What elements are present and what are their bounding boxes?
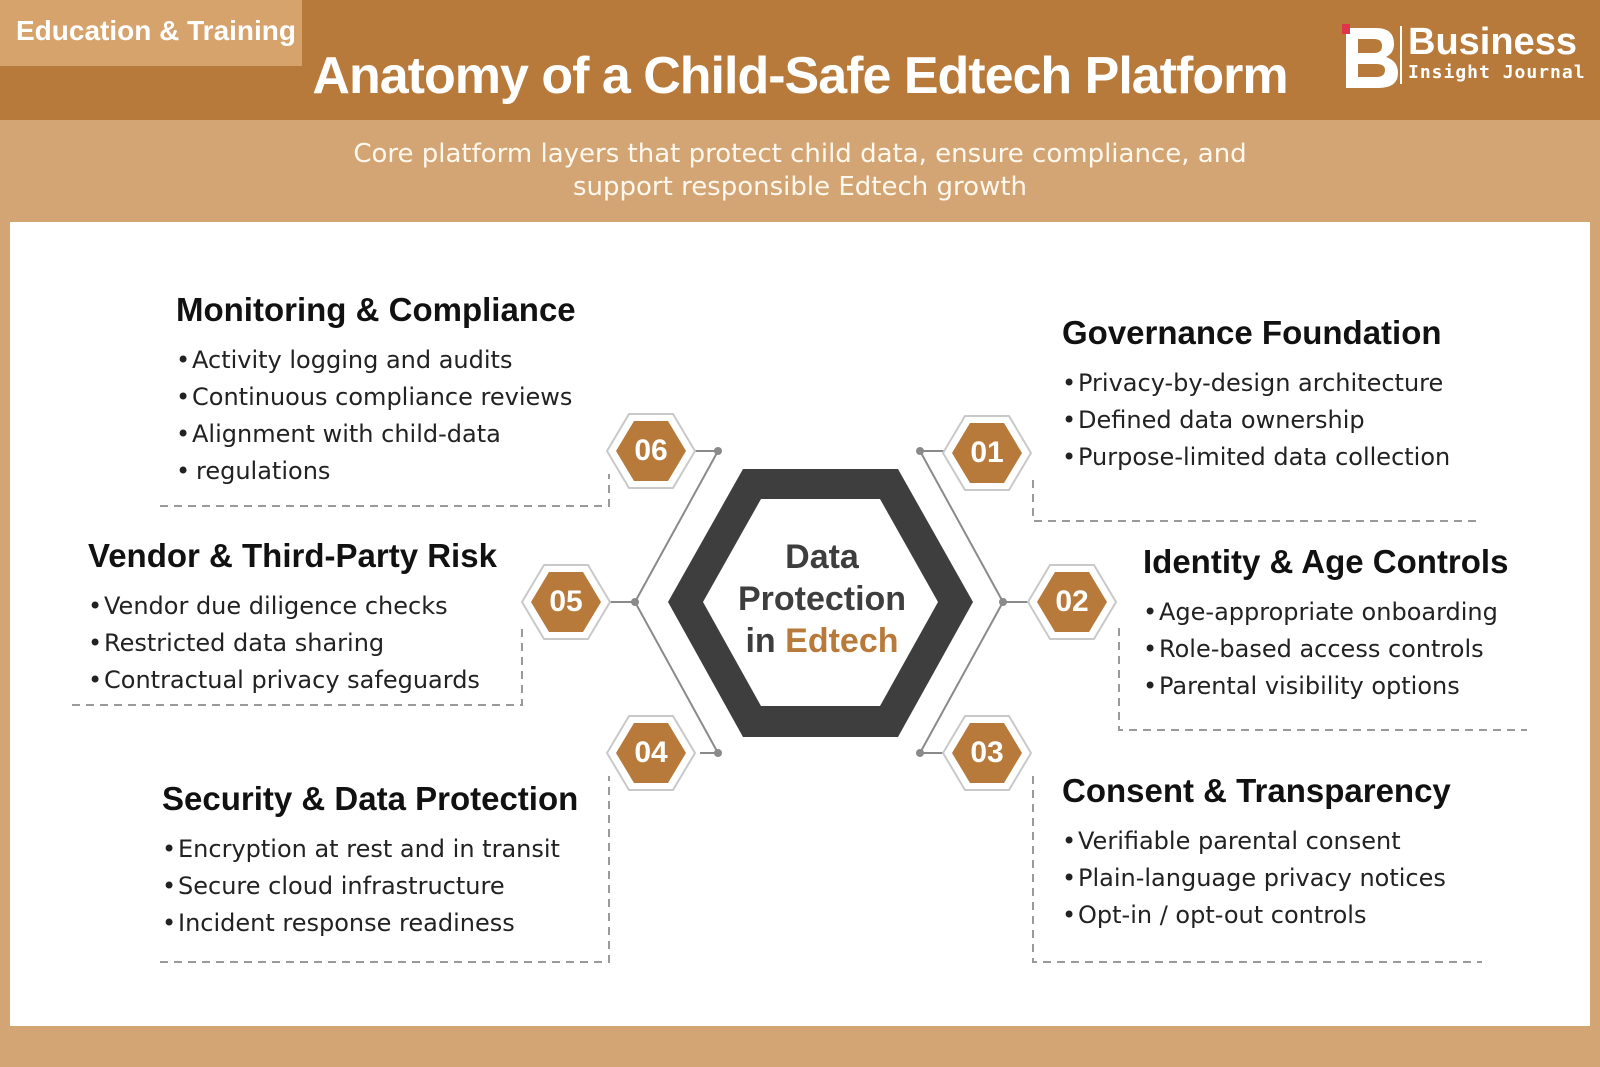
badge-number-02: 02 <box>1055 585 1089 618</box>
badge-number-03: 03 <box>970 736 1004 769</box>
badge-number-05: 05 <box>549 585 583 618</box>
layer-title: Consent & Transparency <box>1062 772 1451 809</box>
list-item: • Secure cloud infrastructure <box>162 868 578 905</box>
page-title: Anatomy of a Child-Safe Edtech Platform <box>312 47 1288 105</box>
list-item: • Restricted data sharing <box>88 625 497 662</box>
list-item: • Purpose-limited data collection <box>1062 439 1450 476</box>
layer-title: Governance Foundation <box>1062 314 1442 351</box>
list-item: • Incident response readiness <box>162 905 578 942</box>
layer-title: Security & Data Protection <box>162 780 579 817</box>
layer-block-04 <box>162 779 578 942</box>
list-item: • Activity logging and audits <box>176 342 576 379</box>
core-line-1: Data <box>785 538 859 576</box>
list-item: • Encryption at rest and in transit <box>162 831 578 868</box>
subtitle-line-2: support responsible Edtech growth <box>572 172 1028 202</box>
list-item: • Verifiable parental consent <box>1062 823 1451 860</box>
layer-block-05 <box>88 536 497 699</box>
list-item: • Plain-language privacy notices <box>1062 860 1451 897</box>
list-item: • Parental visibility options <box>1143 668 1508 705</box>
category-tag[interactable]: Education & Training <box>0 0 302 66</box>
layer-block-06 <box>176 290 576 490</box>
list-item: • Age-appropriate onboarding <box>1143 594 1508 631</box>
layer-block-03 <box>1062 771 1451 934</box>
frame-01 <box>1033 480 1482 521</box>
layer-block-02 <box>1143 542 1508 705</box>
list-item: • Continuous compliance reviews <box>176 379 576 416</box>
logo-name: Business <box>1408 21 1577 63</box>
list-item: • Defined data ownership <box>1062 402 1450 439</box>
list-item: • Alignment with child-data <box>176 416 576 453</box>
core-line-3 <box>712 620 932 662</box>
badge-number-01: 01 <box>970 436 1004 469</box>
layer-title: Monitoring & Compliance <box>176 291 576 328</box>
core-line-3-accent: Edtech <box>785 622 899 660</box>
badge-number-06: 06 <box>634 434 668 467</box>
core-line-2: Protection <box>737 580 907 618</box>
core-label <box>712 536 932 662</box>
list-item: • Contractual privacy safeguards <box>88 662 497 699</box>
logo-subtitle: Insight Journal <box>1408 62 1586 83</box>
badge-number-04: 04 <box>634 736 668 769</box>
list-item: • Opt-in / opt-out controls <box>1062 897 1451 934</box>
layer-title: Vendor & Third-Party Risk <box>88 537 497 574</box>
list-item-continued: • regulations <box>176 453 576 490</box>
list-item: • Privacy-by-design architecture <box>1062 365 1450 402</box>
list-item: • Vendor due diligence checks <box>88 588 497 625</box>
list-item: • Role-based access controls <box>1143 631 1508 668</box>
subtitle-line-1: Core platform layers that protect child data, ensure compliance, and <box>353 139 1247 169</box>
core-line-3-prefix: in <box>745 622 776 660</box>
layer-title: Identity & Age Controls <box>1143 543 1509 580</box>
layer-block-01 <box>1062 313 1450 476</box>
